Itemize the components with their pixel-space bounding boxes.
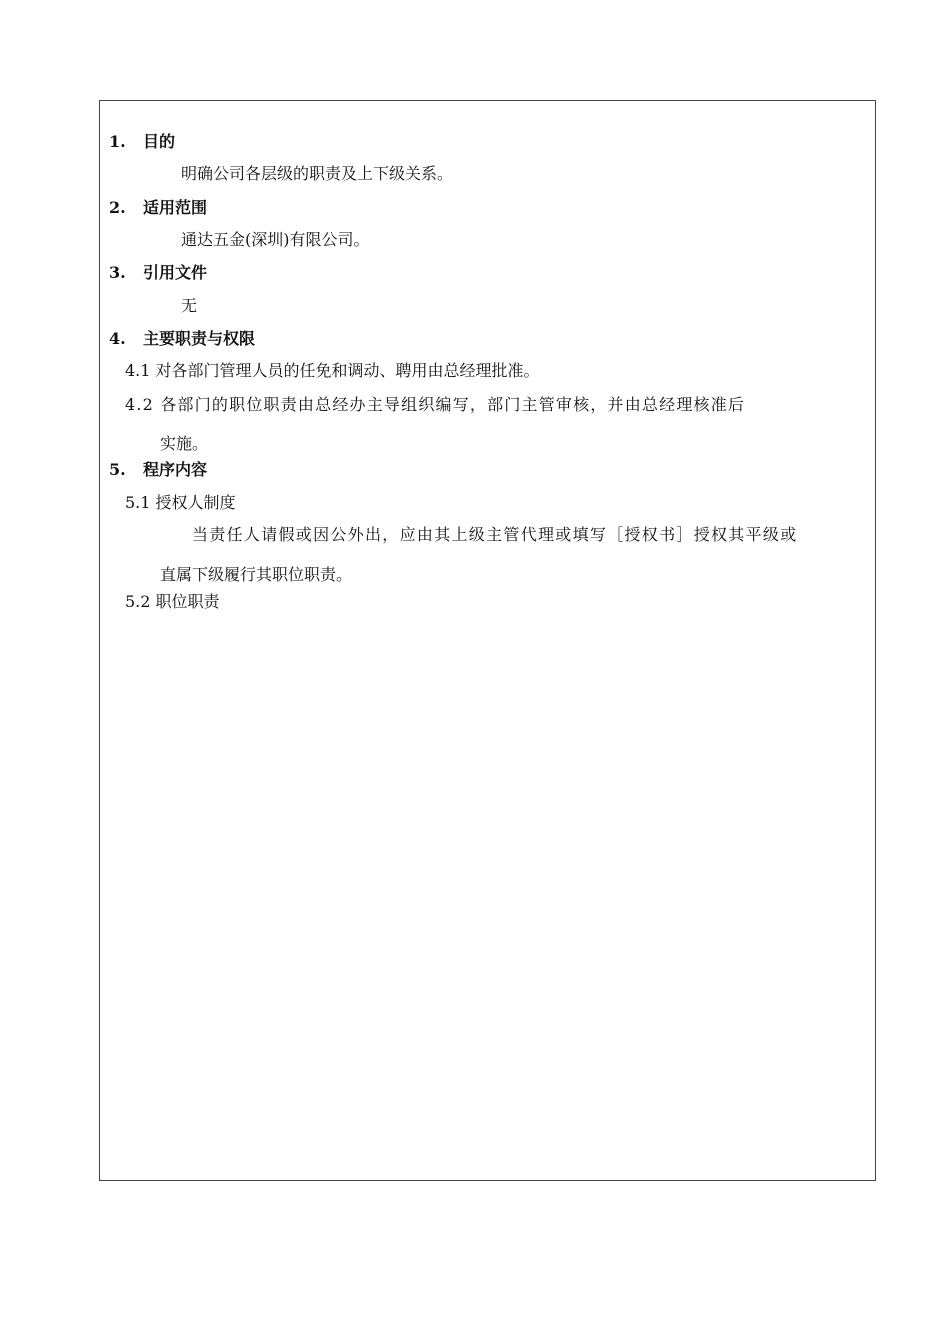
section-heading-purpose xyxy=(109,131,175,153)
section-heading-procedure xyxy=(109,459,207,481)
section-body-references: 无 xyxy=(181,296,198,315)
section-body-purpose: 明确公司各层级的职责及上下级关系。 xyxy=(181,164,454,183)
section-title: 主要职责与权限 xyxy=(143,329,256,348)
paragraph-authorization-continued: 直属下级履行其职位职责。 xyxy=(160,565,353,584)
section-heading-scope xyxy=(109,197,207,219)
list-item-4-2: 4.2 各部门的职位职责由总经办主导组织编写，部门主管审核，并由总经理核准后 xyxy=(125,395,746,414)
section-title: 目的 xyxy=(143,132,176,151)
list-item-4-1: 4.1 对各部门管理人员的任免和调动、聘用由总经理批准。 xyxy=(125,361,540,380)
section-number: 5. xyxy=(109,460,126,479)
section-title: 引用文件 xyxy=(143,263,208,282)
paragraph-authorization: 当责任人请假或因公外出，应由其上级主管代理或填写［授权书］授权其平级或 xyxy=(192,525,798,544)
section-title: 适用范围 xyxy=(143,198,208,217)
section-title: 程序内容 xyxy=(143,460,208,479)
section-body-scope: 通达五金(深圳)有限公司。 xyxy=(181,230,370,249)
section-number: 3. xyxy=(109,263,126,282)
section-number: 4. xyxy=(109,329,126,348)
list-item-5-2: 5.2 职位职责 xyxy=(125,592,220,611)
list-item-4-2-continued: 实施。 xyxy=(160,434,209,453)
list-item-5-1: 5.1 授权人制度 xyxy=(125,493,236,512)
section-number: 1. xyxy=(109,132,126,151)
section-number: 2. xyxy=(109,198,126,217)
section-heading-responsibilities xyxy=(109,328,255,350)
section-heading-references xyxy=(109,262,207,284)
document-frame xyxy=(99,100,876,1181)
